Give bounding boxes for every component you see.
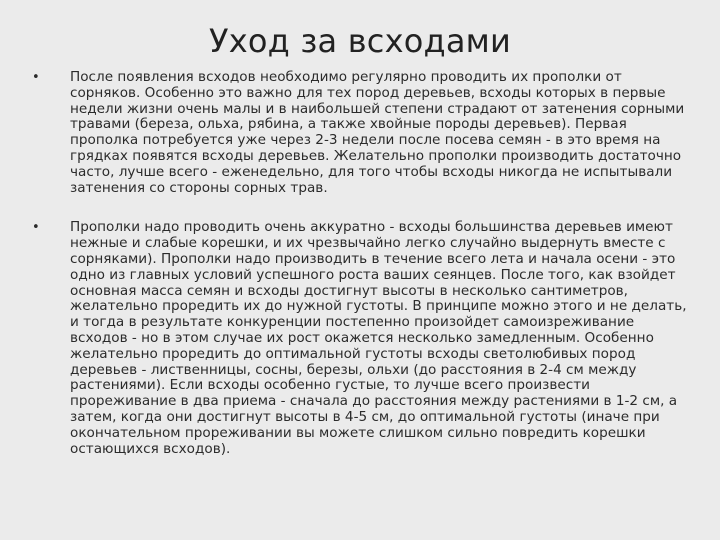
slide-title: Уход за всходами: [209, 22, 511, 60]
bullet-dot-icon: •: [32, 70, 40, 85]
bullet-item: [30, 70, 695, 196]
bullet-item: [30, 220, 695, 457]
bullet-list: [30, 70, 695, 457]
bullet-text: После появления всходов необходимо регулярно проводить их прополки от сорняков. Особенно это важно для тех пород деревьев, всходы которых в первые недели жизни очень малы и в наибольшей степени страдают от затенения сорными травами (береза, ольха, рябина, а также хвойные породы деревьев). Первая прополка потребуется уже через 2-3 недели после посева семян - в это время на грядках появятся всходы деревьев. Желательно прополки производить достаточно часто, лучше всего - еженедельно, для того чтобы всходы никогда не испытывали затенения со стороны сорных трав.: [70, 69, 685, 196]
bullet-text: Прополки надо проводить очень аккуратно - всходы большинства деревьев имеют нежные и слабые корешки, и их чрезвычайно легко случайно выдернуть вместе с сорняками). Прополки надо производить в течение всего лета и начала осени - это одно из главных условий успешного роста ваших сеянцев. После того, как взойдет основная масса семян и всходы достигнут высоты в несколько сантиметров, желательно проредить их до нужной густоты. В принципе можно этого и не делать, и тогда в результате конкуренции постепенно произойдет самоизреживание всходов - но в этом случае их рост окажется несколько замедленным. Особенно желательно проредить до оптимальной густоты всходы светолюбивых пород деревьев - лиственницы, сосны, березы, ольхи (до расстояния в 2-4 см между растениями). Если всходы особенно густые, то лучше всего произвести прореживание в два приема - сначала до расстояния между растениями в 1-2 см, а затем, когда они достигнут высоты в 4-5 см, до оптимальной густоты (иначе при окончательном прореживании вы можете слишком сильно повредить корешки остающихся всходов).: [70, 219, 687, 457]
bullet-dot-icon: •: [32, 220, 40, 236]
